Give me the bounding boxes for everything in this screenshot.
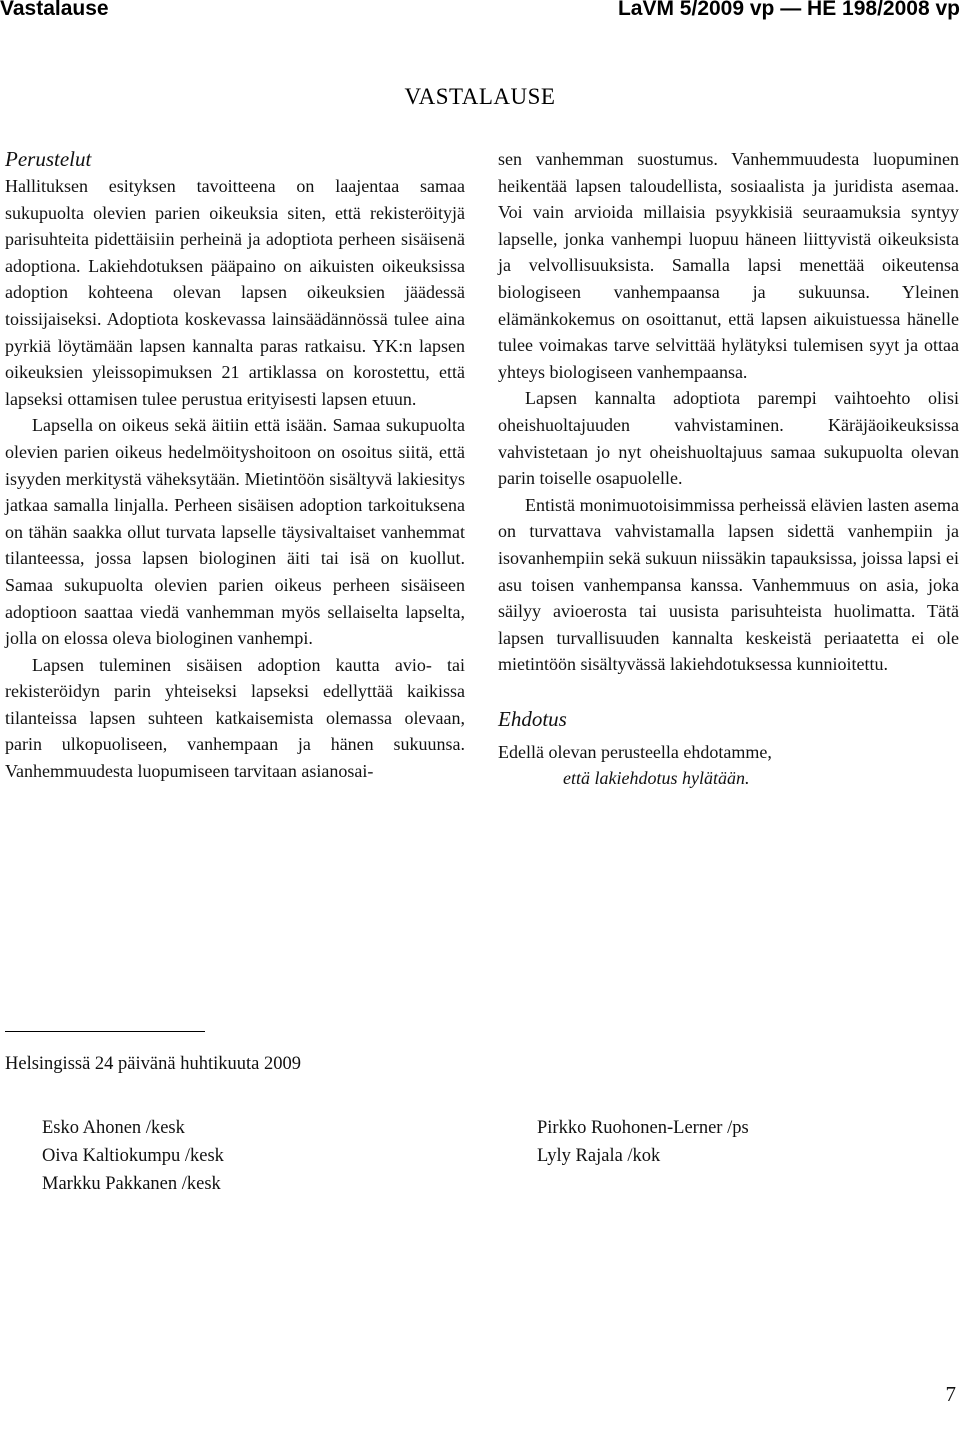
right-column	[498, 146, 959, 792]
left-column	[5, 146, 465, 785]
page-title: VASTALAUSE	[404, 84, 556, 109]
proposal-intro: Edellä olevan perusteella ehdotamme,	[498, 741, 772, 762]
signatories-right	[537, 1114, 749, 1170]
section-heading-perustelut: Perustelut	[5, 147, 92, 171]
proposal-statement: että lakiehdotus hylätään.	[563, 768, 750, 789]
signatory: Lyly Rajala /kok	[537, 1146, 661, 1166]
paragraph: sen vanhemman suostumus. Vanhemmuudesta luopuminen heikentää lapsen taloudellista, sosiaalista ja juridista asemaa. Voi vain arvioida millaisia psyykkisiä seuraamuksia syntyy lapselle, jonka vanhempi luopuu häneen liittyvistä oikeuksista ja velvollisuuksista. Samalla lapsi menettää oikeutensa biologiseen vanhempaansa ja sukuunsa. Yleinen elämänkokemus on osoittanut, että lapsen aikuistuessa hänelle tulee voimakas tarve selvittää hylätyksi tulemisen syyt ja ottaa yhteys biologiseen vanhempaansa.	[498, 149, 959, 382]
paragraph: Lapsen kannalta adoptiota parempi vaihtoehto olisi oheishuoltajuuden vahvistaminen. Käräjäoikeuksissa vahvistetaan jo nyt oheishuoltajuus samaa sukupuolta olevan parin toiselle osapuolelle.	[498, 388, 959, 489]
page-number: 7	[945, 1382, 956, 1406]
signatory: Markku Pakkanen /kesk	[42, 1174, 221, 1194]
paragraph: Lapsen tuleminen sisäisen adoption kautta avio- tai rekisteröidyn parin yhteiseksi lapseksi edellyttää kaikissa tilanteissa lapsen suhteen katkaisemista olemassa olevaan, parin ulkopuoliseen, vanhempaan ja hänen sukuunsa. Vanhemmuudesta luopumiseen tarvitaan asianosai-	[5, 654, 465, 782]
running-header-left: Vastalause	[0, 0, 109, 20]
signatory: Oiva Kaltiokumpu /kesk	[42, 1146, 224, 1166]
paragraph: Hallituksen esityksen tavoitteena on laajentaa samaa sukupuolta olevien parien oikeuksia siten, että rekisteröityjä parisuhteita pidettäisiin perheinä ja adoptiota perheen sisäisenä adoptiona. Lakiehdotuksen pääpaino on aikuisten oikeuksissa adoption kohteena olevan lapsen oikeuksien jäädessä toissijaiseksi. Adoptiota koskevassa lainsäädännössä tulee aina pyrkiä löytämään lapsen kannalta paras ratkaisu. YK:n lapsen oikeuksien yleissopimuksen 21 artiklassa on korostettu, että lapseksi ottamisen tulee perustua erityisesti lapsen etuun.	[5, 176, 465, 409]
signatory: Pirkko Ruohonen-Lerner /ps	[537, 1118, 749, 1138]
divider-rule	[5, 1031, 205, 1032]
section-heading-ehdotus: Ehdotus	[498, 706, 567, 731]
signatory: Esko Ahonen /kesk	[42, 1118, 185, 1138]
signatories-left	[42, 1114, 224, 1198]
paragraph: Lapsella on oikeus sekä äitiin että isään. Samaa sukupuolta olevien parien oikeus hedelmöityshoitoon on osoitus siitä, että isyyden merkitystä väheksytään. Mietintöön sisältyvä lakiesitys jatkaa samalla linjalla. Perheen sisäisen adoption tarkoituksena on tähän saakka ollut turvata lapselle täysivaltaiset vanhemmat tilanteessa, jossa lapsen biologinen äiti tai isä on kuollut. Samaa sukupuolta olevien parien oikeus perheen sisäiseen adoptioon saattaa viedä vanhemman myös sellaiselta lapselta, jolla on elossa oleva biologinen vanhempi.	[5, 415, 465, 649]
paragraph: Entistä monimuotoisimmissa perheissä elävien lasten asema on turvattava vahvistamalla lapsen sidettä vanhempiin ja isovanhempiin sekä sukuun niissäkin tapauksissa, joissa lapsi ei asu toisen vanhempansa kanssa. Vanhemmuus on asia, joka säilyy avioerosta tai uusista parisuhteista huolimatta. Tätä lapsen turvallisuuden kannalta keskeistä periaatetta ei ole mietintöön sisältyvässä lakiehdotuksessa kunnioitettu.	[498, 494, 959, 675]
running-header-right: LaVM 5/2009 vp — HE 198/2008 vp	[617, 0, 960, 20]
place-and-date: Helsingissä 24 päivänä huhtikuuta 2009	[5, 1054, 301, 1074]
